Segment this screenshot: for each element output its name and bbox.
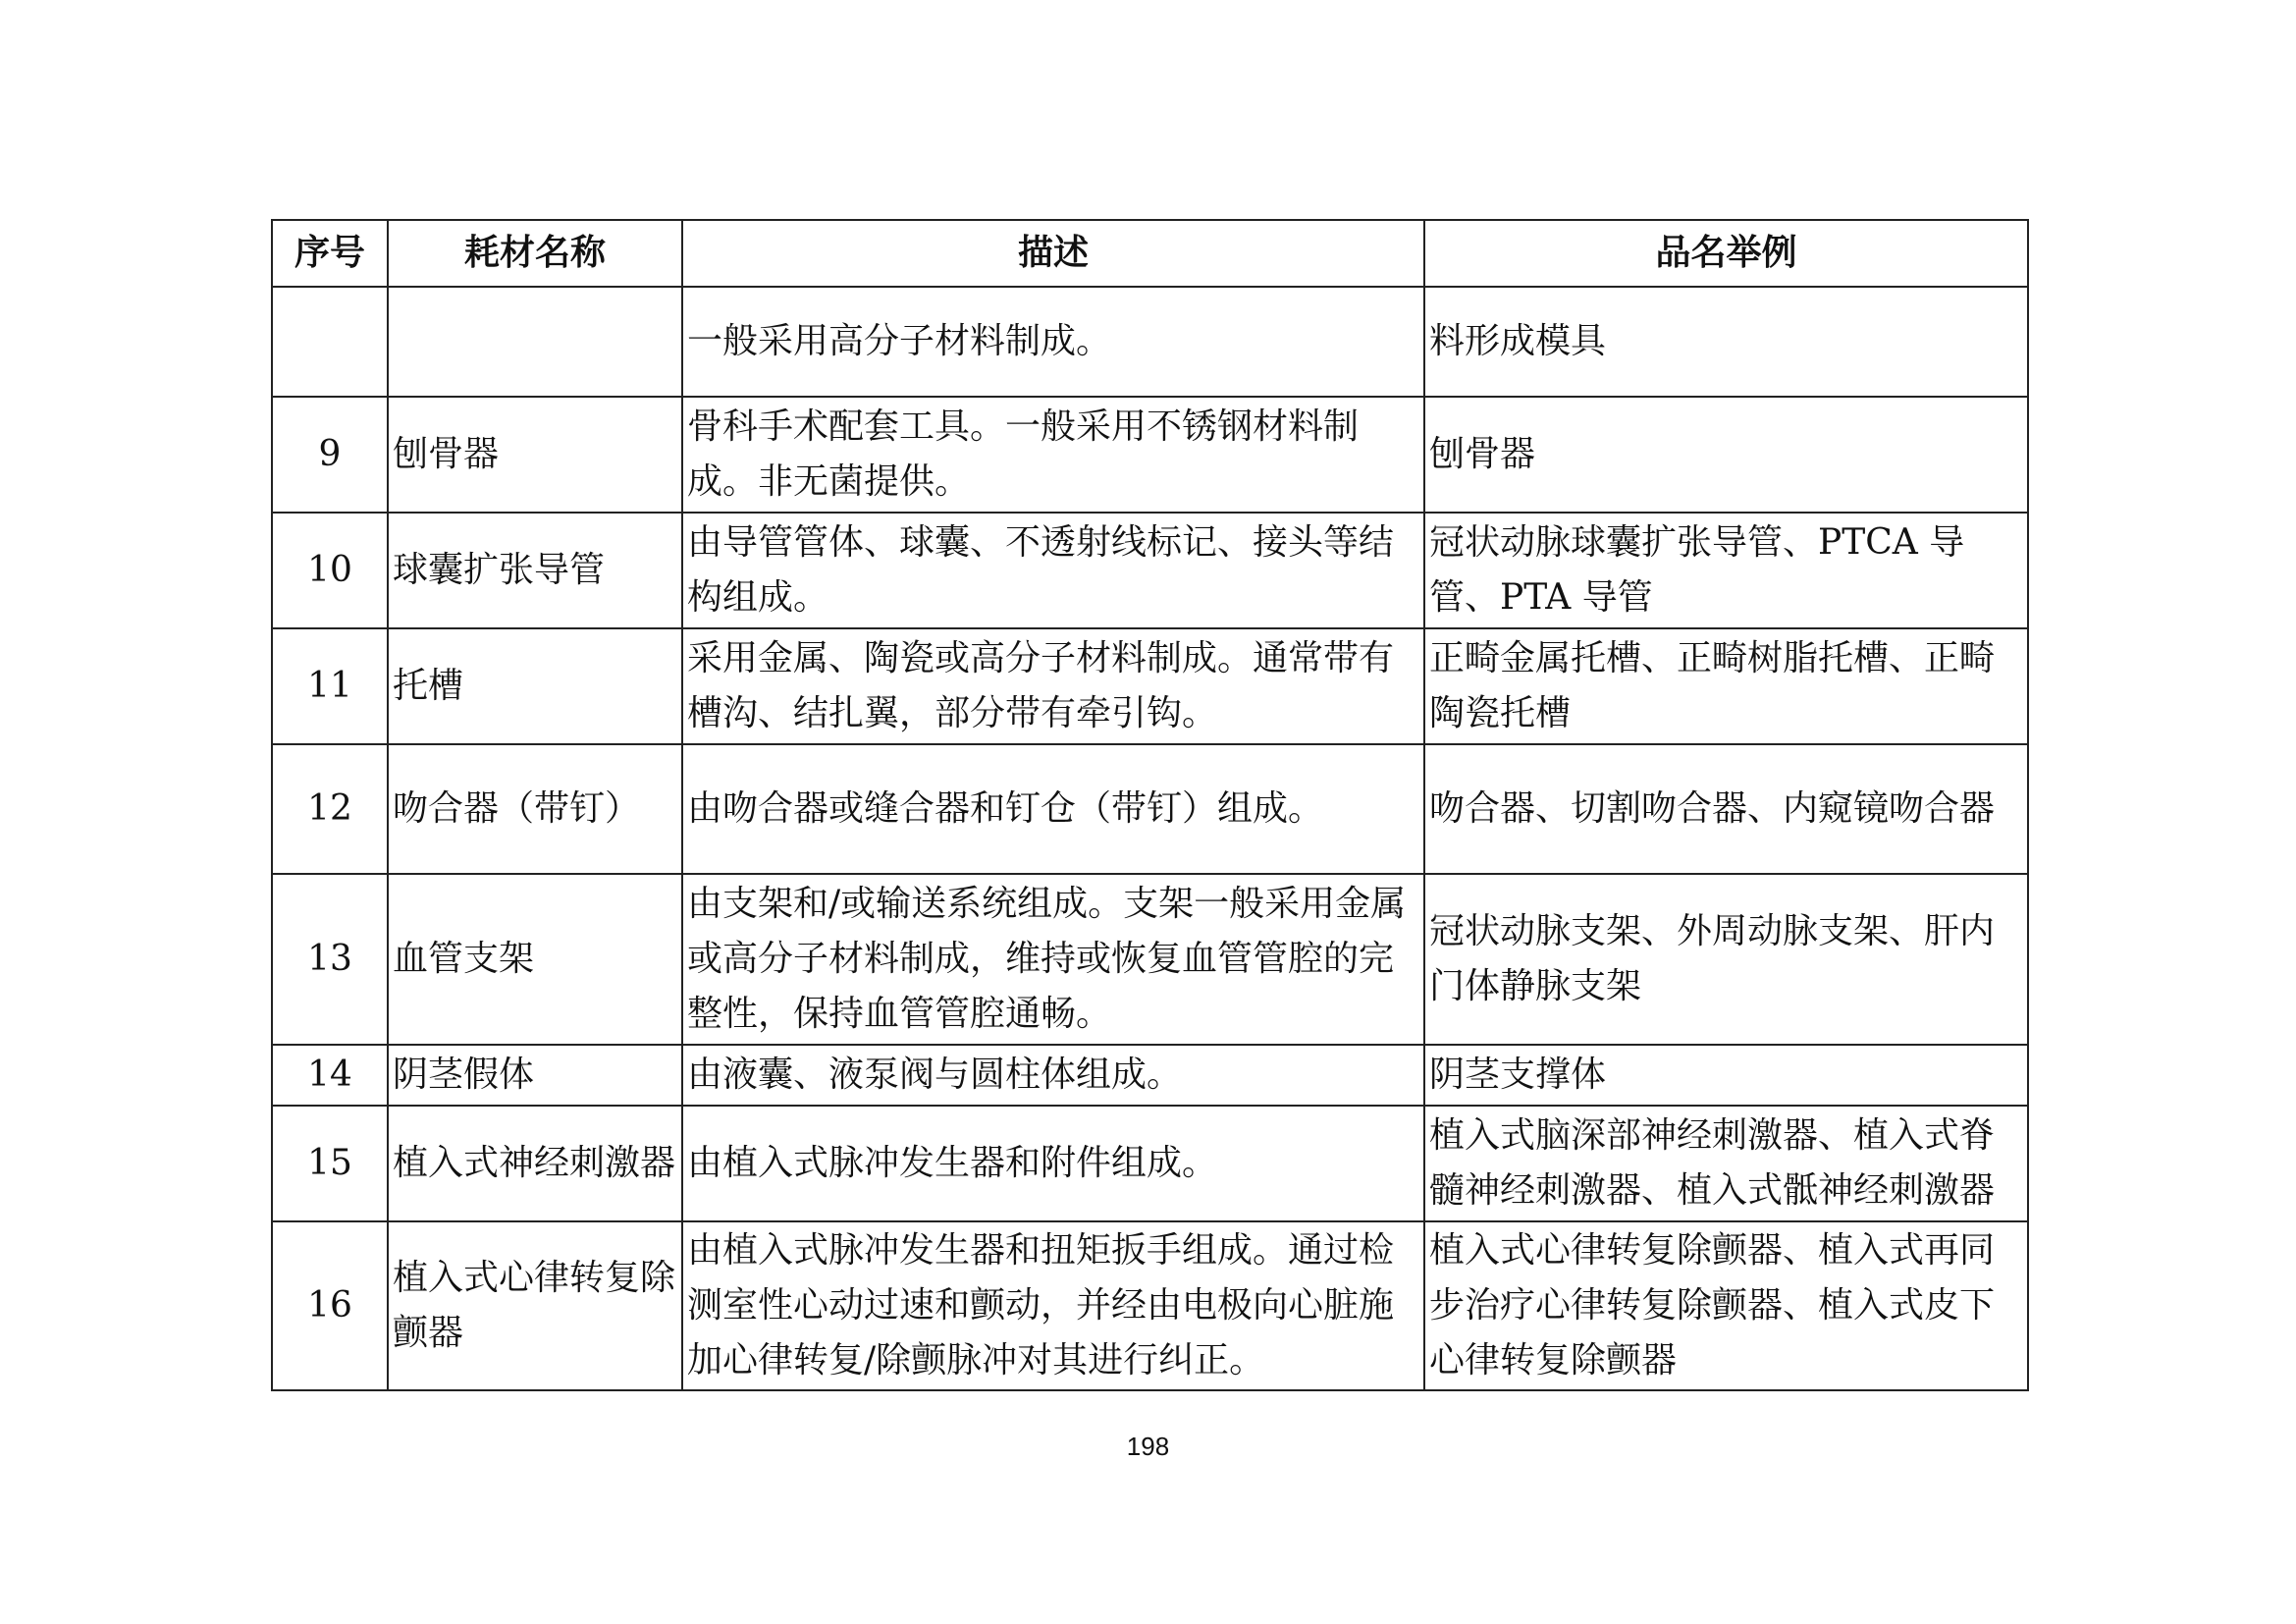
header-serial: 序号	[272, 220, 388, 287]
row-description: 骨科手术配套工具。一般采用不锈钢材料制成。非无菌提供。	[682, 397, 1424, 513]
row-description: 由导管管体、球囊、不透射线标记、接头等结构组成。	[682, 513, 1424, 628]
row-examples: 阴茎支撑体	[1424, 1045, 2028, 1106]
row-examples: 冠状动脉支架、外周动脉支架、肝内门体静脉支架	[1424, 874, 2028, 1045]
table-row	[272, 628, 2028, 744]
table-row	[272, 744, 2028, 874]
table-row	[272, 513, 2028, 628]
row-name: 阴茎假体	[388, 1045, 682, 1106]
table-row	[272, 1106, 2028, 1221]
row-serial: 9	[272, 397, 388, 513]
row-name: 球囊扩张导管	[388, 513, 682, 628]
row-description: 由支架和/或输送系统组成。支架一般采用金属或高分子材料制成，维持或恢复血管管腔的完整性，保持血管管腔通畅。	[682, 874, 1424, 1045]
row-examples: 冠状动脉球囊扩张导管、PTCA 导管、PTA 导管	[1424, 513, 2028, 628]
row-description: 由液囊、液泵阀与圆柱体组成。	[682, 1045, 1424, 1106]
row-name: 血管支架	[388, 874, 682, 1045]
row-description: 采用金属、陶瓷或高分子材料制成。通常带有槽沟、结扎翼，部分带有牵引钩。	[682, 628, 1424, 744]
header-name: 耗材名称	[388, 220, 682, 287]
row-serial: 14	[272, 1045, 388, 1106]
header-examples: 品名举例	[1424, 220, 2028, 287]
table-row	[272, 874, 2028, 1045]
table-row	[272, 397, 2028, 513]
row-name: 植入式神经刺激器	[388, 1106, 682, 1221]
row-serial: 12	[272, 744, 388, 874]
table-row	[272, 1221, 2028, 1390]
row-name: 刨骨器	[388, 397, 682, 513]
row-examples: 刨骨器	[1424, 397, 2028, 513]
row-serial: 11	[272, 628, 388, 744]
table-header-row	[272, 220, 2028, 287]
row-serial: 16	[272, 1221, 388, 1390]
table-row	[272, 1045, 2028, 1106]
table-row	[272, 287, 2028, 397]
row-name: 吻合器（带钉）	[388, 744, 682, 874]
row-serial: 10	[272, 513, 388, 628]
row-name	[388, 287, 682, 397]
header-description: 描述	[682, 220, 1424, 287]
row-serial	[272, 287, 388, 397]
row-examples: 料形成模具	[1424, 287, 2028, 397]
row-examples: 植入式心律转复除颤器、植入式再同步治疗心律转复除颤器、植入式皮下心律转复除颤器	[1424, 1221, 2028, 1390]
row-serial: 13	[272, 874, 388, 1045]
row-name: 植入式心律转复除颤器	[388, 1221, 682, 1390]
row-serial: 15	[272, 1106, 388, 1221]
row-description: 由植入式脉冲发生器和附件组成。	[682, 1106, 1424, 1221]
page-number: 198	[1126, 1432, 1170, 1461]
row-examples: 正畸金属托槽、正畸树脂托槽、正畸陶瓷托槽	[1424, 628, 2028, 744]
row-name: 托槽	[388, 628, 682, 744]
row-examples: 吻合器、切割吻合器、内窥镜吻合器	[1424, 744, 2028, 874]
row-description: 由吻合器或缝合器和钉仓（带钉）组成。	[682, 744, 1424, 874]
row-examples: 植入式脑深部神经刺激器、植入式脊髓神经刺激器、植入式骶神经刺激器	[1424, 1106, 2028, 1221]
row-description: 由植入式脉冲发生器和扭矩扳手组成。通过检测室性心动过速和颤动，并经由电极向心脏施加心律转复/除颤脉冲对其进行纠正。	[682, 1221, 1424, 1390]
consumables-table	[271, 219, 2029, 1391]
row-description: 一般采用高分子材料制成。	[682, 287, 1424, 397]
